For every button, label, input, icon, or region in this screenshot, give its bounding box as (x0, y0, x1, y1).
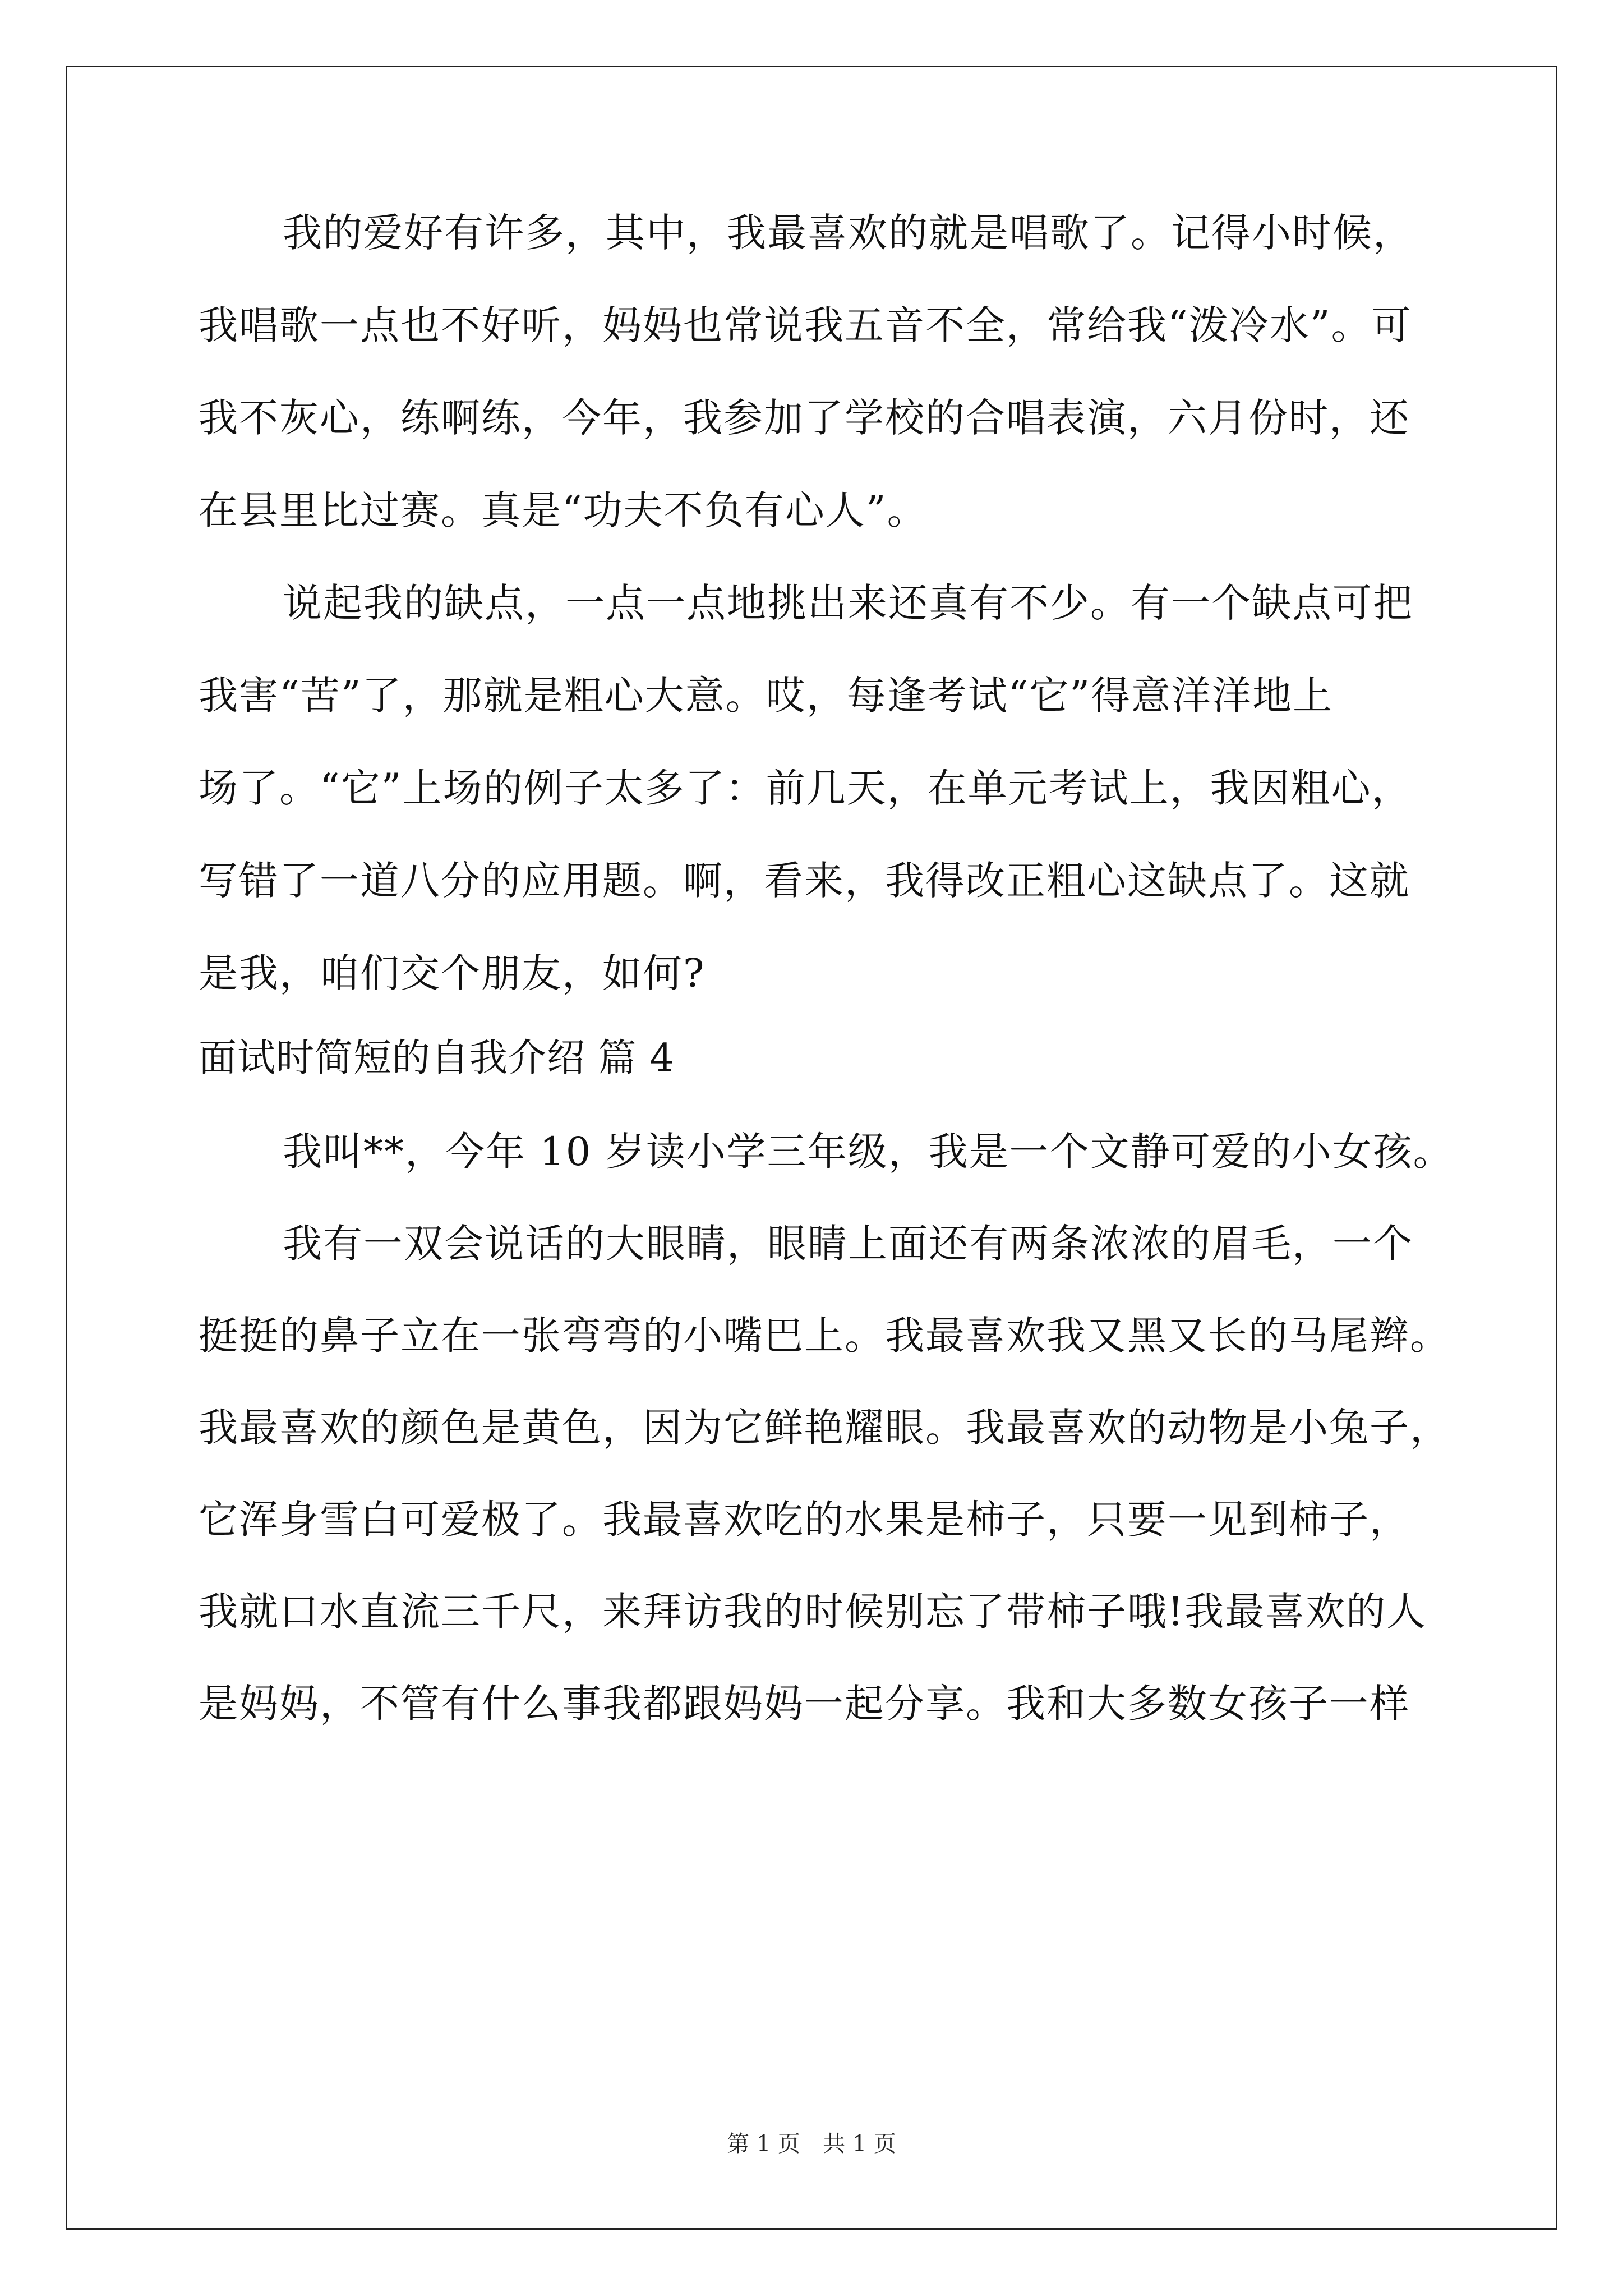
paragraph-4-line-2: 挺挺的鼻子立在一张弯弯的小嘴巴上。我最喜欢我又黑又长的马尾辫。 (199, 1313, 1450, 1359)
paragraph-1-line-4: 在县里比过赛。真是“功夫不负有心人”。 (199, 487, 928, 533)
paragraph-2-line-2: 我害“苦”了，那就是粗心大意。哎，每逢考试“它”得意洋洋地上 (199, 673, 1334, 719)
paragraph-4-line-1: 我有一双会说话的大眼睛，眼睛上面还有两条浓浓的眉毛，一个 (283, 1221, 1413, 1267)
paragraph-3-line-1: 我叫**，今年 10 岁读小学三年级，我是一个文静可爱的小女孩。 (283, 1129, 1454, 1175)
paragraph-4-line-5: 我就口水直流三千尺，来拜访我的时候别忘了带柿子哦!我最喜欢的人 (199, 1589, 1427, 1635)
paragraph-2-line-4: 写错了一道八分的应用题。啊，看来，我得改正粗心这缺点了。这就 (199, 858, 1410, 904)
paragraph-2-line-3: 场了。“它”上场的例子太多了：前几天，在单元考试上，我因粗心， (199, 765, 1412, 811)
paragraph-2-line-1: 说起我的缺点，一点一点地挑出来还真有不少。有一个缺点可把 (283, 580, 1413, 626)
page-footer: 第 1 页 共 1 页 (727, 2131, 896, 2157)
paragraph-4-line-6: 是妈妈，不管有什么事我都跟妈妈一起分享。我和大多数女孩子一样 (199, 1681, 1410, 1727)
paragraph-1-line-3: 我不灰心，练啊练，今年，我参加了学校的合唱表演，六月份时，还 (199, 395, 1410, 441)
paragraph-1-line-2: 我唱歌一点也不好听，妈妈也常说我五音不全，常给我“泼冷水”。可 (199, 302, 1412, 348)
paragraph-4-line-4: 它浑身雪白可爱极了。我最喜欢吃的水果是柿子，只要一见到柿子， (199, 1497, 1410, 1543)
paragraph-4-line-3: 我最喜欢的颜色是黄色，因为它鲜艳耀眼。我最喜欢的动物是小兔子， (199, 1405, 1450, 1451)
paragraph-2-line-5: 是我，咱们交个朋友，如何? (199, 950, 706, 996)
section-heading: 面试时简短的自我介绍 篇 4 (199, 1036, 675, 1080)
paragraph-1-line-1: 我的爱好有许多，其中，我最喜欢的就是唱歌了。记得小时候， (283, 210, 1413, 256)
